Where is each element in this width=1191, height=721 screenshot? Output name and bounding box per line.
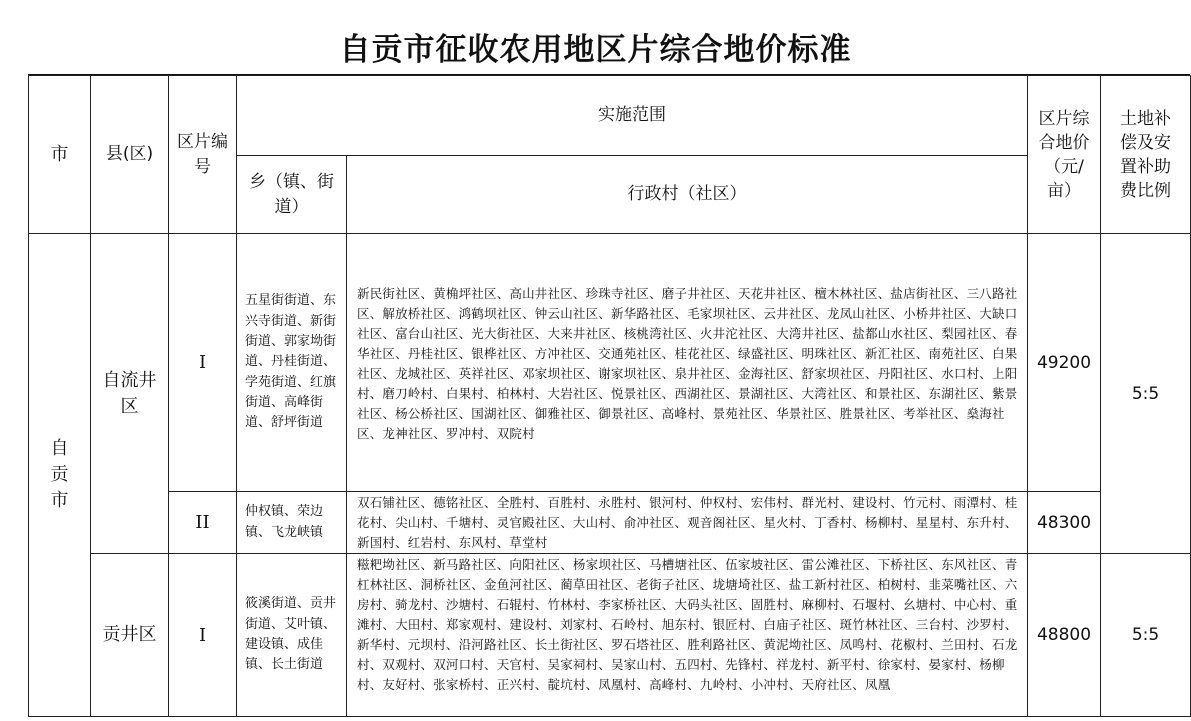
county-cell: 贡井区: [91, 554, 169, 717]
header-ratio: 土地补偿及安置补助费比例: [1101, 76, 1191, 234]
price-cell: 48300: [1028, 492, 1101, 554]
township-cell: 五星街街道、东兴寺街道、新街街道、郭家坳街道、丹桂街道、学苑街道、红旗街道、高峰街道、舒坪街道: [237, 234, 347, 492]
document-title: 自贡市征收农用地区片综合地价标准: [339, 32, 852, 68]
header-zone: 区片编号: [169, 76, 237, 234]
village-cell: [347, 554, 1028, 717]
price-cell: 49200: [1028, 234, 1101, 492]
price-cell: 48800: [1028, 554, 1101, 717]
village-cell: 新民街社区、黄桷坪社区、高山井社区、珍珠寺社区、磨子井社区、天花井社区、檀木林社区、盐店街社区、三八路社区、解放桥社区、鸿鹤坝社区、钟云山社区、新华路社区、毛家坝社区、云井社区、龙凤山社区、小桥井社区、大缺口社区、富台山社区、光大街社区、大来井社区、核桃湾社区、火井沱社区、大湾井社区、盐都山水社区、梨园社区、春华社区、丹桂社区、银桦社区、方冲社区、交通苑社区、桂花社区、绿盛社区、明珠社区、新汇社区、南苑社区、白果社区、龙城社区、英祥社区、邓家坝社区、谢家坝社区、泉井社区、金海社区、舒家坝社区、丹阳社区、水口村、上阳村、磨刀岭村、白果村、柏林村、大岩社区、悦景社区、西湖社区、景湖社区、大湾社区、和景社区、东湖社区、紫景社区、杨公桥社区、国湖社区、御雅社区、御景社区、高峰村、景苑社区、华景社区、胜景社区、考举社区、燊海社区、龙神社区、罗冲村、双院村: [347, 234, 1028, 492]
village-cell: 双石铺社区、德铭社区、全胜村、百胜村、永胜村、银河村、仲权村、宏伟村、群光村、建设村、竹元村、雨潭村、桂花村、尖山村、千塘村、灵官殿社区、大山村、俞冲社区、观音阁社区、星火村、丁香村、杨柳村、星星村、东升村、新国村、红岩村、东风村、草堂村: [347, 492, 1028, 554]
township-cell: 仲权镇、荣边镇、飞龙峡镇: [237, 492, 347, 554]
ratio-cell: 5:5: [1101, 234, 1191, 554]
table-row: [29, 554, 1191, 717]
header-township: 乡（镇、街道）: [237, 156, 347, 234]
ratio-cell: 5:5: [1101, 554, 1191, 717]
header-city: 市: [29, 76, 91, 234]
zone-cell: I: [169, 554, 237, 717]
zone-cell: I: [169, 234, 237, 492]
header-price: 区片综合地价（元/亩）: [1028, 76, 1101, 234]
village-text: 糍粑坳社区、新马路社区、向阳社区、杨家坝社区、马槽塘社区、伍家坡社区、雷公滩社区、下桥社区、东风社区、青杠林社区、洞桥社区、金鱼河社区、蔺草田社区、老街子社区、垅塘埼社区、盐工新村社区、柏树村、韭菜嘴社区、六房村、骑龙村、沙塘村、石辊村、竹林村、李家桥社区、大码头社区、固胜村、麻柳村、石堰村、幺塘村、中心村、重滩村、大田村、郑家观村、建设村、刘家村、石岭村、旭东村、银匠村、白庙子社区、斑竹林社区、三台村、沙罗村、新华村、元坝村、沿河路社区、长土街社区、罗石塔社区、胜利路社区、黄泥坳社区、凤鸣村、花椒村、兰田村、石龙村、双观村、双河口村、天官村、吴家祠村、吴家山村、五四村、先锋村、祥龙村、新平村、徐家村、晏家村、杨柳村、友好村、张家桥村、正兴村、靛坑村、凤凰村、高峰村、九岭村、小冲村、天府社区、凤凰: [357, 557, 1018, 692]
table-row: [29, 234, 1191, 492]
city-cell: 自贡市: [29, 234, 91, 717]
header-row-1: [29, 76, 1191, 156]
table-row: [29, 492, 1191, 554]
township-cell: 筱溪街道、贡井街道、艾叶镇、建设镇、成佳镇、长土街道: [237, 554, 347, 717]
land-price-table: [28, 75, 1191, 717]
header-village: 行政村（社区）: [347, 156, 1028, 234]
header-county: 县(区): [91, 76, 169, 234]
county-cell: 自流井区: [91, 234, 169, 554]
zone-cell: II: [169, 492, 237, 554]
header-scope: 实施范围: [237, 76, 1028, 156]
